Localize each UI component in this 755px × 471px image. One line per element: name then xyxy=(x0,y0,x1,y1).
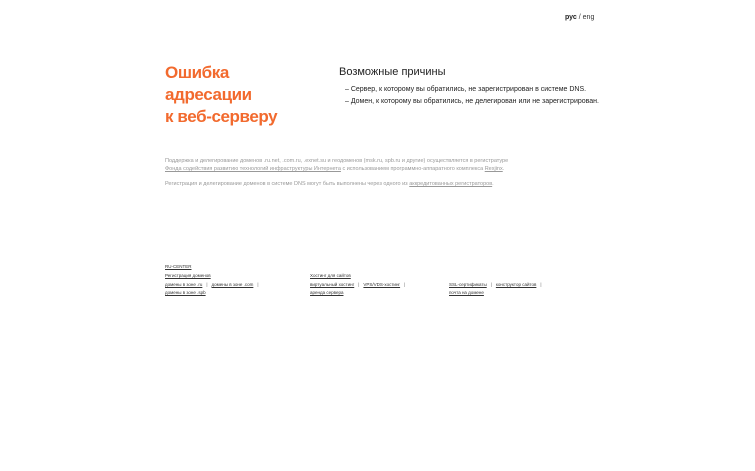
domain-registration-link[interactable]: Регистрация доменов xyxy=(165,273,211,278)
footer-separator: | xyxy=(257,281,259,287)
reason-item: – Домен, к которому вы обратились, не делегирован или не зарегистрирован. xyxy=(345,98,599,105)
title-line-3: к веб-серверу xyxy=(165,107,278,126)
lang-en-link[interactable]: eng xyxy=(582,14,595,21)
foundation-link[interactable]: Фонда содействия развитию технологий инфраструктуры Интернета xyxy=(165,166,341,172)
footer-separator: | xyxy=(404,281,406,287)
footer-separator: | xyxy=(358,281,360,287)
info-paragraph-support xyxy=(165,157,565,173)
virtual-hosting-link[interactable]: виртуальный хостинг xyxy=(310,281,355,287)
info-section xyxy=(165,157,565,195)
footer-col-domains xyxy=(165,273,263,299)
reason-item: – Сервер, к которому вы обратились, не зарегистрирован в системе DNS. xyxy=(345,86,587,93)
ru-center-link[interactable]: RU-CENTER xyxy=(165,264,192,269)
possible-reasons xyxy=(339,66,639,108)
info-text: . xyxy=(502,166,505,172)
domain-mail-link[interactable]: почта на домене xyxy=(449,290,484,295)
vps-hosting-link[interactable]: VPS/VDS-хостинг xyxy=(363,281,401,287)
ru-domains-link[interactable]: домены в зоне .ru xyxy=(165,281,203,287)
footer-col-services xyxy=(449,282,546,299)
hosting-link[interactable]: Хостинг для сайтов xyxy=(310,273,351,278)
lang-ru: рус xyxy=(565,14,577,21)
info-text: . xyxy=(492,181,494,187)
title-line-1: Ошибка xyxy=(165,63,229,82)
site-builder-link[interactable]: конструктор сайтов xyxy=(495,281,537,287)
footer-separator: | xyxy=(490,281,492,287)
footer-separator: | xyxy=(206,281,208,287)
info-text: Поддержка и делегирование доменов .ru.net, .com.ru, .exnet.su и геодоменов (msk.ru, spb.ru и другие) осуществляется в регистратуре xyxy=(165,158,509,164)
ssl-link[interactable]: SSL-сертификаты xyxy=(449,281,487,287)
rexjinx-link[interactable]: Rexjinx xyxy=(484,166,503,172)
reasons-list xyxy=(339,84,639,108)
title-line-2: адресации xyxy=(165,85,252,104)
com-domains-link[interactable]: домены в зоне .com xyxy=(211,281,254,287)
reasons-heading: Возможные причины xyxy=(339,66,446,78)
info-text: с использованием программно-аппаратного комплекса xyxy=(340,166,485,172)
registrars-link[interactable]: аккредитованных регистраторов xyxy=(409,181,493,187)
language-switcher xyxy=(565,14,594,21)
info-text: Регистрация и делегирование доменов в системе DNS могут быть выполнены через одного из xyxy=(165,181,410,187)
server-rental-link[interactable]: аренда сервера xyxy=(310,290,344,295)
footer-col-hosting xyxy=(310,273,409,299)
info-paragraph-registrars xyxy=(165,180,565,188)
footer-separator: | xyxy=(540,281,542,287)
lang-separator: / xyxy=(578,14,581,21)
page-title xyxy=(165,62,315,128)
spb-domains-link[interactable]: домены в зоне .spb xyxy=(165,290,206,295)
